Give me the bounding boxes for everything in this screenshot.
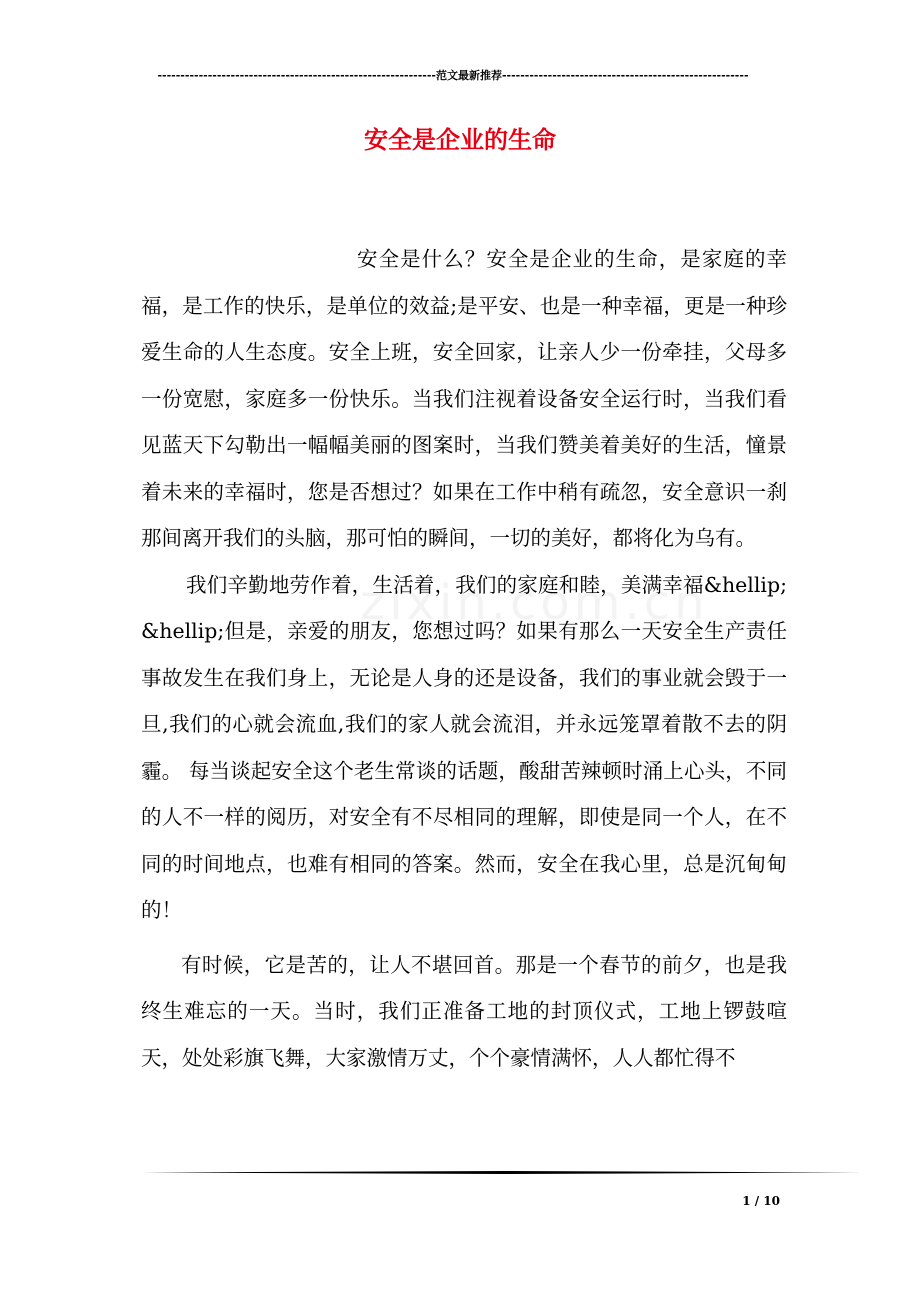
document-title: 安全是企业的生命 [364, 125, 556, 154]
paragraph-3: 有时候，它是苦的，让人不堪回首。那是一个春节的前夕，也是我终生难忘的一天。当时，我们正准备工地的封顶仪式，工地上锣鼓喧天，处处彩旗飞舞，大家激情万丈，个个豪情满怀，人人都忙得不 [141, 952, 787, 1070]
page-number: 1 / 10 [742, 1194, 780, 1208]
document-body [141, 236, 787, 1081]
footer-rule [141, 1171, 863, 1174]
paragraph-1: 安全是什么？安全是企业的生命，是家庭的幸福，是工作的快乐，是单位的效益;是平安、也是一种幸福，更是一种珍爱生命的人生态度。安全上班，安全回家，让亲人少一份牵挂，父母多一份宽慰，家庭多一份快乐。当我们注视着设备安全运行时，当我们看见蓝天下勾勒出一幅幅美丽的图案时，当我们赞美着美好的生活，憧景着未来的幸福时，您是否想过？如果在工作中稍有疏忽，安全意识一刹那间离开我们的头脑，那可怕的瞬间，一切的美好，都将化为乌有。 [141, 247, 787, 550]
page-header: -------------------------------------------------------------范文最新推荐------------------------------------------------------ [157, 69, 749, 82]
paragraph-2: 我们辛勤地劳作着，生活着，我们的家庭和睦，美满幸福&hellip;&hellip;但是，亲爱的朋友，您想过吗？如果有那么一天安全生产责任事故发生在我们身上，无论是人身的还是设备，我们的事业就会毁于一旦,我们的心就会流血,我们的家人就会流泪，并永远笼罩着散不去的阴霾。 每当谈起安全这个老生常谈的话题，酸甜苦辣顿时涌上心头，不同的人不一样的阅历，对安全有不尽相同的理解，即使是同一个人，在不同的时间地点，也难有相同的答案。然而，安全在我心里，总是沉甸甸的！ [141, 572, 787, 922]
